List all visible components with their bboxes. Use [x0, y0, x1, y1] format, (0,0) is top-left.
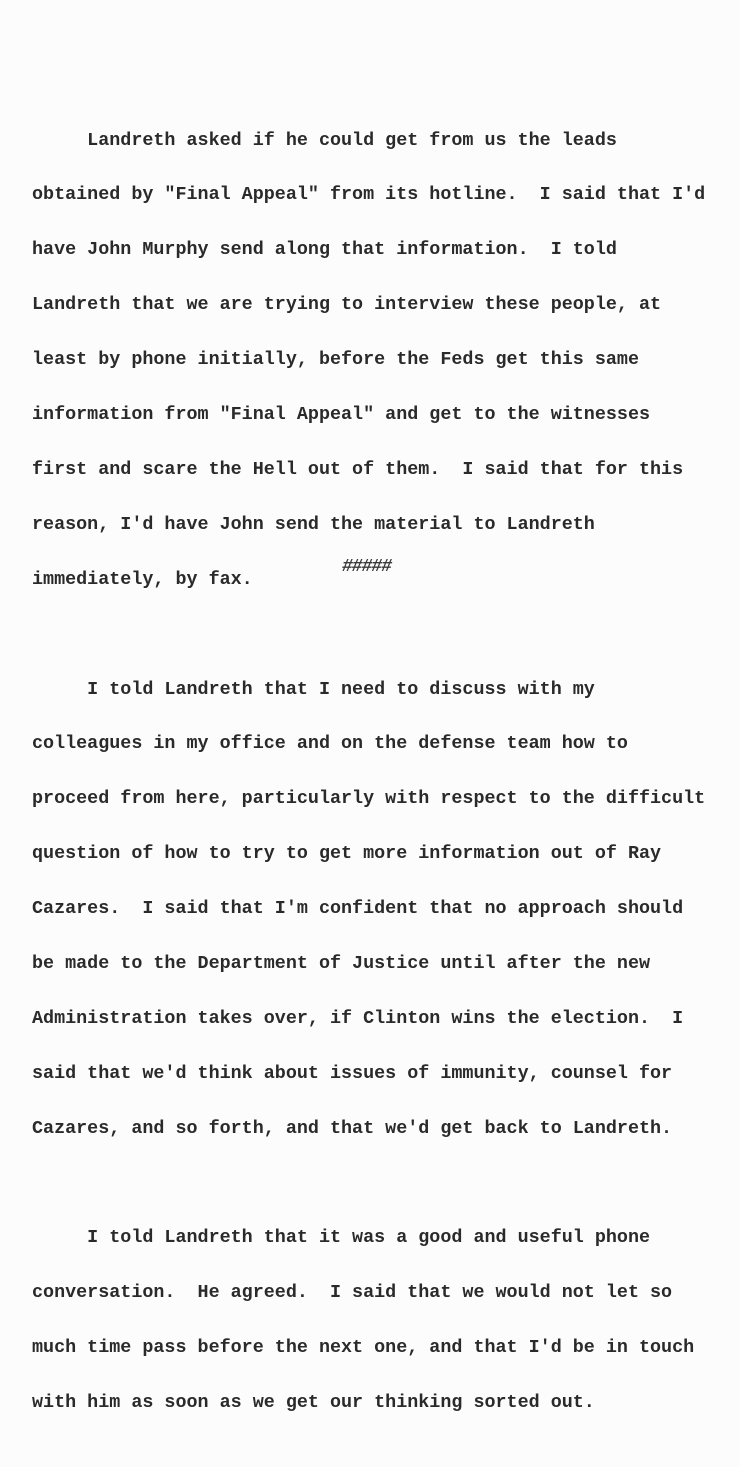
end-of-document-mark: #####: [342, 557, 392, 577]
text-line: immediately, by fax.: [32, 568, 253, 590]
text-line: information from "Final Appeal" and get to the witnesses: [32, 404, 651, 426]
text-line: I told Landreth that I need to discuss with my: [32, 678, 595, 700]
text-line: Landreth that we are trying to interview these people, at: [32, 294, 662, 316]
text-line: have John Murphy send along that information. I told: [32, 239, 617, 261]
text-line: Administration takes over, if Clinton wins the election. I: [32, 1007, 684, 1029]
text-line: proceed from here, particularly with respect to the difficult: [32, 788, 706, 810]
text-line: Cazares, and so forth, and that we'd get back to Landreth.: [32, 1117, 673, 1139]
text-line: I told Landreth that it was a good and useful phone: [32, 1227, 651, 1249]
text-line: conversation. He agreed. I said that we would not let so: [32, 1282, 673, 1304]
paragraph-hotline-leads: [32, 95, 732, 626]
text-line: Cazares. I said that I'm confident that no approach should: [32, 898, 684, 920]
text-line: much time pass before the next one, and that I'd be in touch: [32, 1337, 695, 1359]
text-line: be made to the Department of Justice until after the new: [32, 952, 651, 974]
text-line: reason, I'd have John send the material to Landreth: [32, 513, 595, 535]
text-line: colleagues in my office and on the defense team how to: [32, 733, 628, 755]
text-line: Landreth asked if he could get from us the leads: [32, 129, 617, 151]
text-line: obtained by "Final Appeal" from its hotline. I said that I'd: [32, 184, 706, 206]
text-line: with him as soon as we get our thinking sorted out.: [32, 1392, 595, 1414]
document-page: [32, 95, 732, 1467]
text-line: first and scare the Hell out of them. I said that for this: [32, 458, 684, 480]
text-line: least by phone initially, before the Feds get this same: [32, 349, 639, 371]
text-line: said that we'd think about issues of immunity, counsel for: [32, 1062, 673, 1084]
paragraph-closing: [32, 1193, 732, 1449]
text-line: question of how to try to get more information out of Ray: [32, 843, 662, 865]
paragraph-next-steps: [32, 644, 732, 1175]
